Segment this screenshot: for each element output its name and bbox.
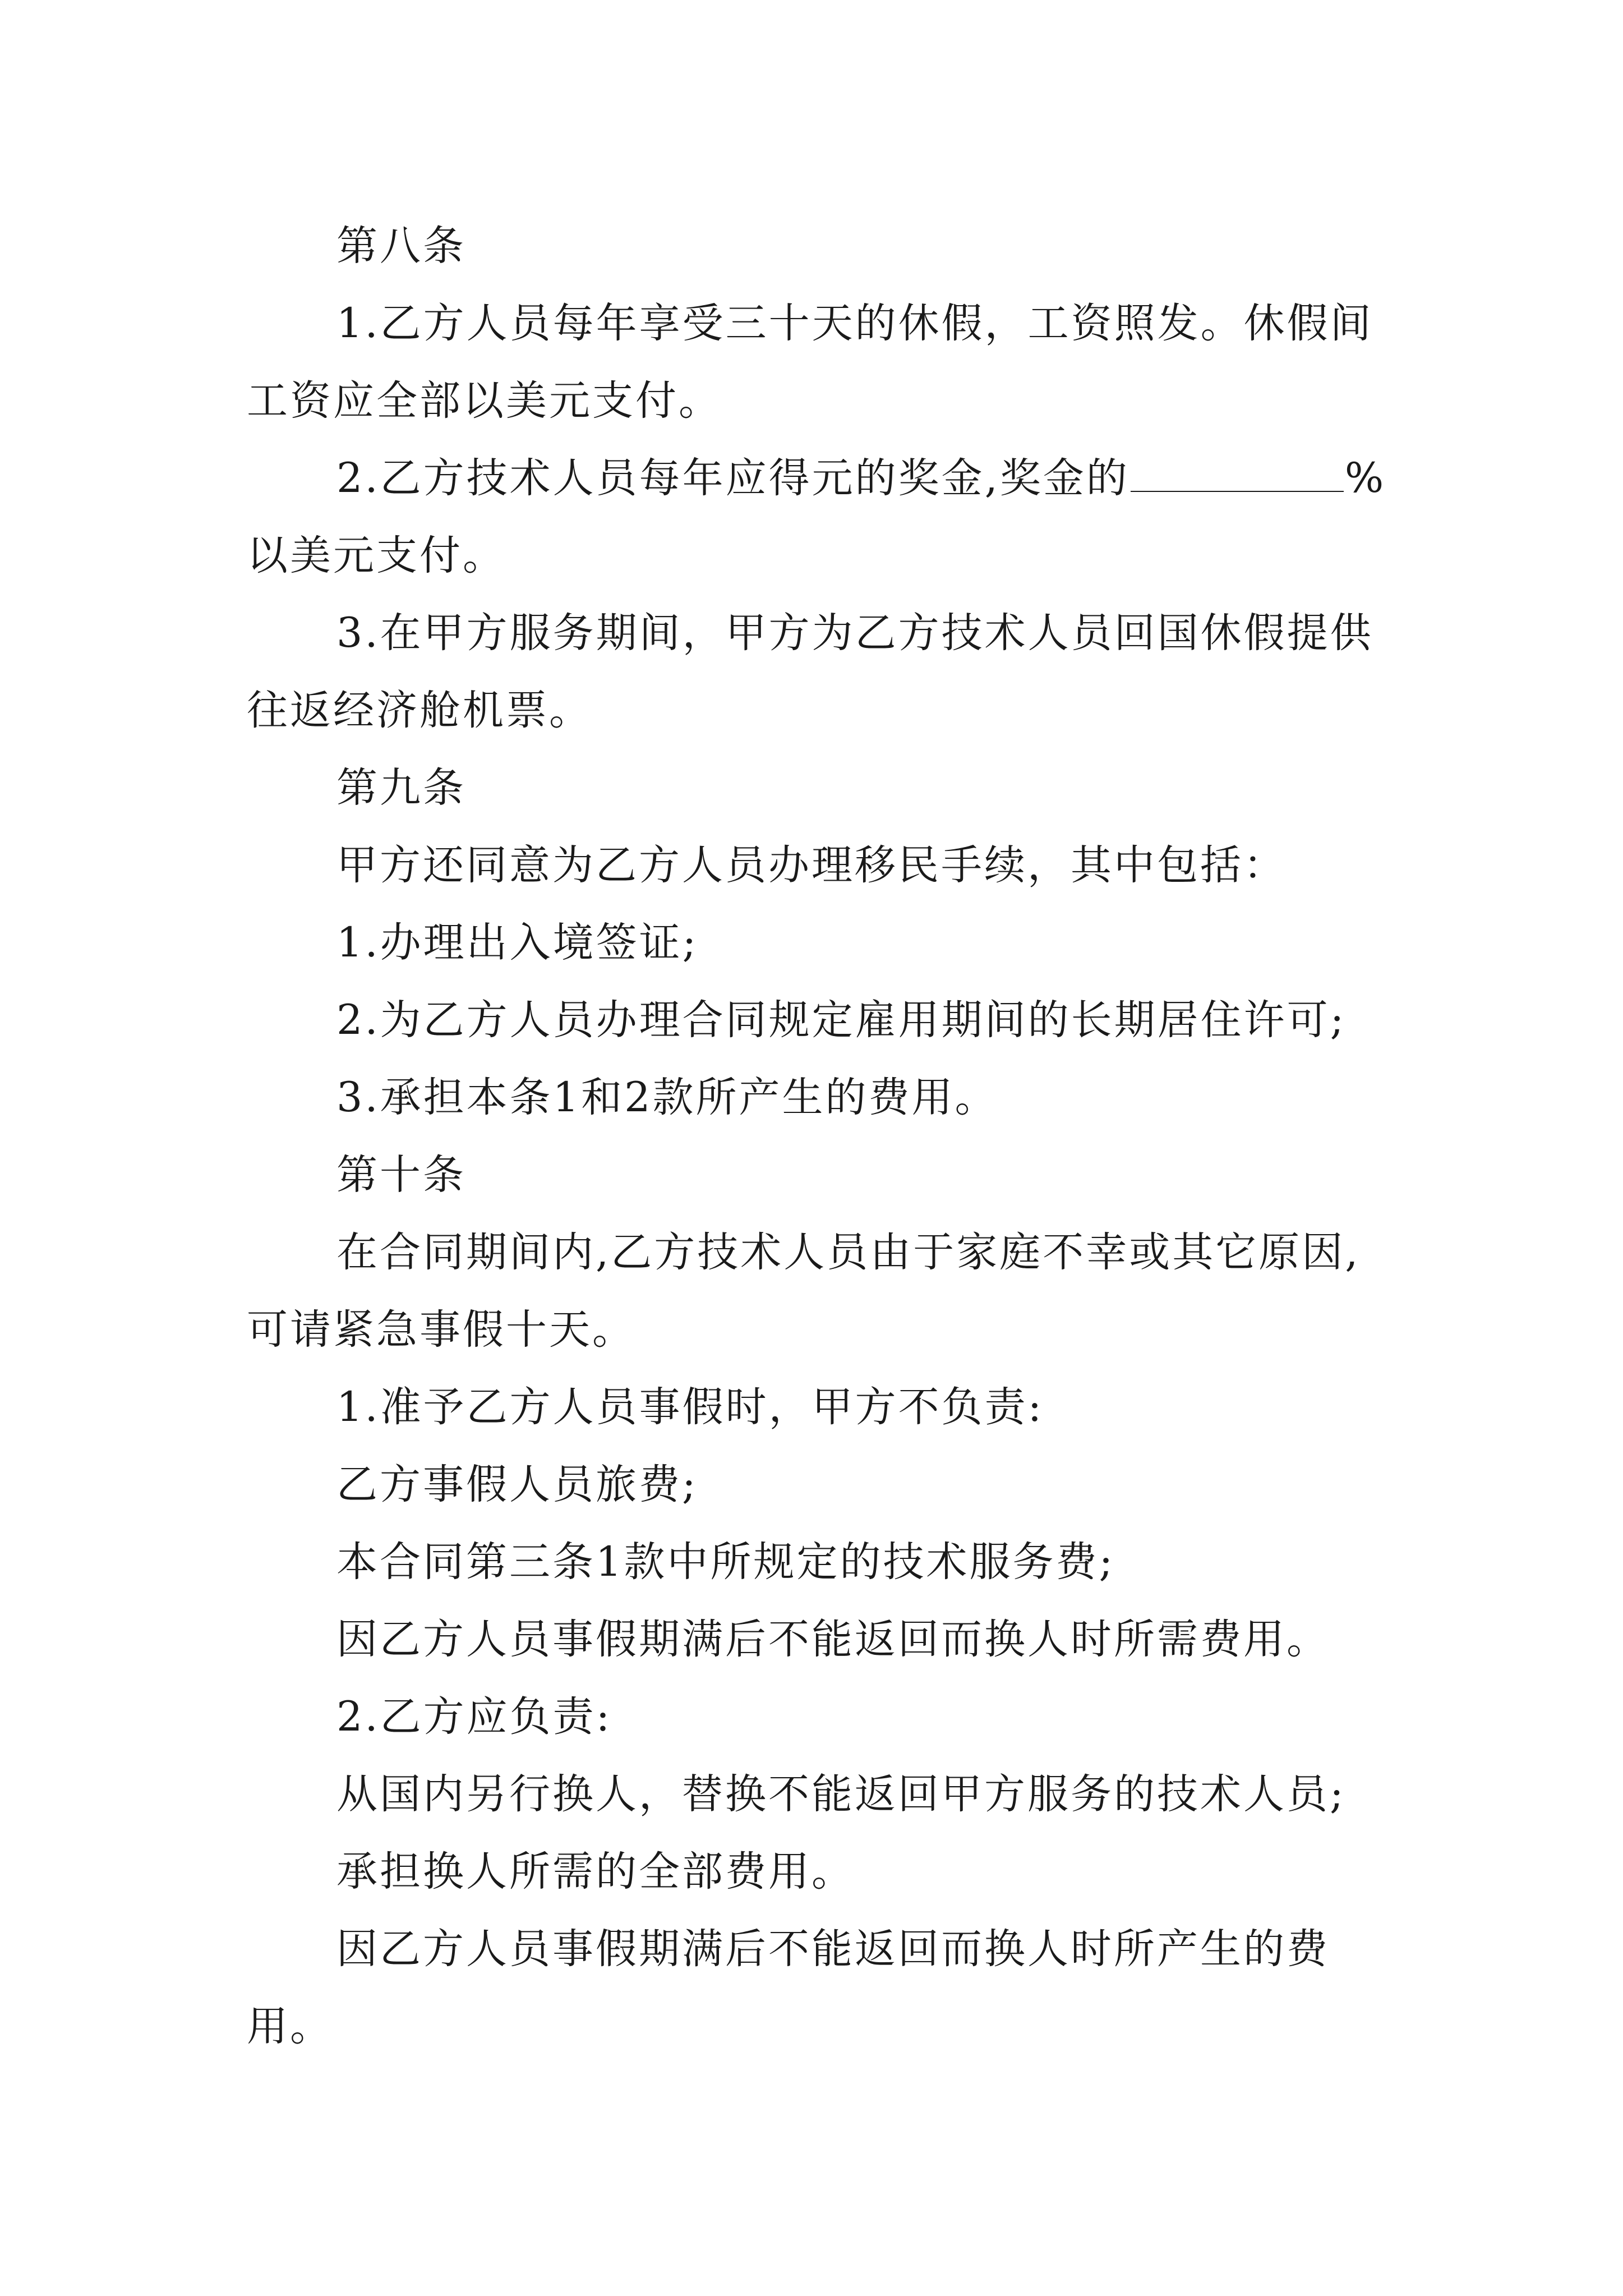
article-8-heading: 第八条 [336, 222, 466, 270]
article-8-clause-1-line-1: 1.乙方人员每年享受三十天的休假，工资照发。休假间 [336, 300, 1373, 347]
article-10-intro-line-1: 在合同期间内,乙方技术人员由于家庭不幸或其它原因, [336, 1228, 1361, 1276]
percent-sign: % [1344, 454, 1386, 502]
article-10-item-1: 1.准予乙方人员事假时，甲方不负责: [336, 1383, 1044, 1431]
article-8-clause-2-line-2: 以美元支付。 [247, 532, 506, 579]
article-9-intro: 甲方还同意为乙方人员办理移民手续，其中包括： [336, 841, 1287, 889]
article-10-final-line-1: 因乙方人员事假期满后不能返回而换人时所产生的费 [336, 1925, 1330, 1973]
article-10-item-1-sub-b: 本合同第三条1款中所规定的技术服务费; [336, 1538, 1115, 1586]
article-8-clause-3-line-1: 3.在甲方服务期间，甲方为乙方技术人员回国休假提供 [336, 609, 1373, 657]
document-body [247, 208, 1391, 2065]
article-9-item-2: 2.为乙方人员办理合同规定雇用期间的长期居住许可; [336, 996, 1347, 1044]
article-9-heading: 第九条 [336, 764, 466, 812]
article-10-item-2-sub-b: 承担换人所需的全部费用。 [336, 1848, 855, 1895]
article-10-final-line-2: 用。 [247, 2003, 333, 2050]
article-10-intro-line-2: 可请紧急事假十天。 [247, 1306, 635, 1354]
article-10-heading: 第十条 [336, 1151, 466, 1199]
article-8-clause-1-line-2: 工资应全部以美元支付。 [247, 377, 722, 425]
percentage-blank-field [1131, 457, 1344, 492]
article-8-clause-2-line-1 [247, 440, 1391, 517]
article-10-item-1-sub-c: 因乙方人员事假期满后不能返回而换人时所需费用。 [336, 1616, 1330, 1663]
article-8-clause-3-line-2: 往返经济舱机票。 [247, 687, 592, 734]
article-9-item-1: 1.办理出入境签证; [336, 919, 699, 967]
article-10-item-2: 2.乙方应负责: [336, 1693, 612, 1741]
article-8-clause-2-text: 2.乙方技术人员每年应得元的奖金,奖金的 [336, 454, 1129, 502]
article-9-item-3: 3.承担本条1和2款所产生的费用。 [336, 1074, 998, 1121]
article-10-item-2-sub-a: 从国内另行换人，替换不能返回甲方服务的技术人员; [336, 1770, 1346, 1818]
article-10-item-1-sub-a: 乙方事假人员旅费; [336, 1461, 698, 1508]
